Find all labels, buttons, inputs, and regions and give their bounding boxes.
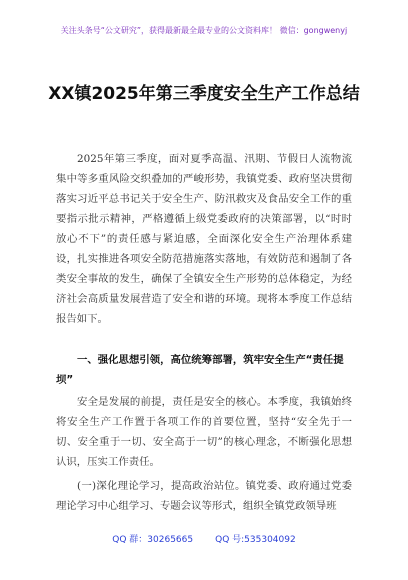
intro-paragraph: 2025年第三季度，面对夏季高温、汛期、节假日人流物流集中等多重风险交织叠加的严峻形势，我镇党委、政府坚决贯彻落实习近平总书记关于安全生产、防汛救灾及食品安全工作的重要指示批示精神，严格遵循上级党委政府的决策部署，以“时时放心不下”的责任感与紧迫感，全面深化安全生产治理体系建设，扎实推进各项安全防范措施落实落地，有效防范和遏制了各类安全事故的发生，确保了全镇安全生产形势的总体稳定，为经济社会高质量发展营造了安全和谐的环境。现将本季度工作总结报告如下。 [56, 153, 352, 325]
header-banner: 关注头条号“公文研究”，获得最新最全最专业的公文资料库！ 微信：gongwenyj [60, 26, 348, 35]
section-1-paragraph-1: 安全是发展的前提，责任是安全的核心。本季度，我镇始终将安全生产工作置于各项工作的首要位置，坚持“安全先于一切、安全重于一切、安全高于一切”的核心理念，不断强化思想认识，压实工作责任。 [56, 396, 352, 468]
footer-contact [0, 532, 408, 545]
footer-qq-number: QQ 号:535304092 [215, 535, 296, 545]
section-heading-1: 一、强化思想引领，高位统筹部署，筑牢安全生产“责任提坝” [56, 354, 344, 386]
section-1-paragraph-2: (一)深化理论学习，提高政治站位。镇党委、政府通过党委理论学习中心组学习、专题会议等形式，组织全镇党政领导班 [56, 480, 352, 512]
footer-qq-group: QQ 群：30265665 [112, 535, 194, 545]
document-title: XX镇2025年第三季度安全生产工作总结 [48, 84, 360, 104]
